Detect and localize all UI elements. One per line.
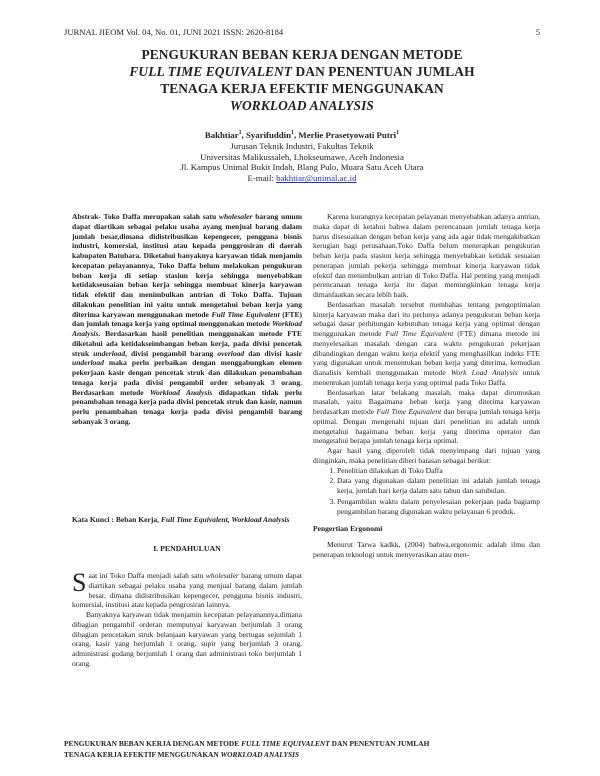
drop-cap: S bbox=[72, 568, 87, 597]
author-block bbox=[60, 130, 544, 184]
running-footer: PENGUKURAN BEBAN KERJA DENGAN METODE FULL TIME EQUIVALENT DAN PENENTUAN JUMLAH TENAGA KERJA EFEKTIF MENGGUNAKAN WORKLOAD ANALYSIS bbox=[64, 739, 430, 759]
keywords: Kata Kunci : Beban Kerja, Full Time Equivalent, Workload Analysis bbox=[72, 515, 290, 524]
list-item: 2. Data yang digunakan dalam penelitian ini adalah jumlah tenaga kerja, jumlah hari kerja dalam satu tahun dan satubulan. bbox=[337, 476, 540, 496]
body-paragraph: Menurut Tarwa kadkk, (2004) bahwa,ergonomic adalah ilmu dan penerapan teknologi untuk menyerasikan atau men- bbox=[313, 540, 540, 559]
title-line-3: TENAGA KERJA EFEKTIF MENGGUNAKAN bbox=[160, 81, 444, 96]
journal-info: JURNAL JIEOM Vol. 04, No. 01, JUNI 2021 ISSN: 2620-8184 bbox=[64, 27, 284, 37]
intro-paragraph: Banyaknya karyawan tidak menjamin kecepatan pelayanannya,dimana dibagian pengambil orderan mempunyai karyawan berjumlah 3 orang dibagian pencetakan struk belanjaan karyawan yang bertugas sejumlah 1 orang, kasir yang berjumlah 1 orang, supir yang berjumlah 3 orang, administrasi gudang berjumlah 1 orang dan administrasi toko berjumlah 1 orang. bbox=[72, 610, 302, 668]
abstract: Abstrak- Toko Daffa merupakan salah satu wholesaler barang umum dapat diartikan sebagai pelaku usaha ayang menjual barang dalam jumlah besar,dimana didistribusikan kepengecer, pengguna bisnis industri, komersial, institusi atau kepada penggrosiran di daerah kabupaten Batubara. Diketahui banyaknya karyawan tidak menjamin kecepatan pelayanannya, Toko Daffa belum melakukan pengukuran beban kerja di setiap stasiun kerja sehingga menyebabkan ketidakseusaian beban kerja sehingga membuat kinerja karyawan tidak efektif dan menimbulkan antrian di Toko Daffa. Tujuan dilakukan penelitian ini yaitu untuk mengetahui beban kerja yang diterima karyawan menggunakan metode Full Time Equivalent (FTE) dan jumlah tenaga kerja yang optimal menggunakan metode Workload Analysis. Berdasarkan hasil penelitian menggunakan metode FTE diketahui ada ketidakseimbangan beban kerja, pada divisi pencetak struk underload, divisi pengambil barang overload dan divisi kasir underload maka perlu perbaikan dengan menggabungkan elemen pekerjaan kasir dengan pencetak struk dan dilakukan penambahan tenaga kerja pada divisi pengambil order sebanyak 3 orang. Berdasarkan metode Workload Analysis didapatkan tidak perlu penambahan tenaga kerja pada divisi pencetak struk dan kasir, namun perlu penambahan tenaga kerja pada divisi pengambil barang sebanyak 3 orang. bbox=[72, 212, 303, 426]
title-line-1: PENGUKURAN BEBAN KERJA DENGAN METODE bbox=[141, 47, 463, 62]
affiliation-univ: Universitas Malikussaleh, Lhokseumawe, Aceh Indonesia bbox=[200, 151, 404, 162]
page-number: 5 bbox=[535, 27, 540, 37]
email-link[interactable]: bakhtiar@unimal.ac.id bbox=[276, 173, 357, 184]
body-paragraph: Berdasarkan latar belakang masalah, maka dapat dirumuskan masalah, yaitu Bagaimana beban kerja yang diterima karyawan berdasarkan metode Full Time Equivalent dan berapa jumlah tenaga kerja optimal. Dengan mengenahi tujuan dari penelitian ini adalah untuk mengetahui bagaimana beban kerja yang diterima operator dan mengetahui berapa jumlah tenaga kerja optimal. bbox=[313, 387, 540, 446]
running-header bbox=[64, 27, 540, 37]
list-item: 3. Pengambilan waktu dalam penyelesaian pekerjaan pada bagiamp pengambilan barang digunakan waktu pelayanan 6 produk. bbox=[337, 497, 540, 517]
right-column bbox=[313, 212, 540, 560]
introduction-body bbox=[72, 568, 302, 669]
author-email: E-mail: bakhtiar@unimal.ac.id bbox=[247, 173, 357, 184]
paper-title bbox=[60, 46, 544, 114]
list-item: 1. Penelitian dilakukan di Toko Daffa bbox=[337, 466, 540, 476]
title-line-4: WORKLOAD ANALYSIS bbox=[230, 98, 374, 113]
affiliation-address: Jl. Kampus Unimal Bukit Indah, Blang Pulo, Muara Satu Aceh Utara bbox=[180, 162, 424, 173]
body-paragraph: Berdasarkan masalah tersebut membahas tentang pengoptimalan kinerja karyawan maka dari itu perlunya adanya pengukuran beban kerja sebagai dasar perhitungan kebutuhan tenaga kerja yang optimal dengan menggunakan metode Full Time Equivalent (FTE) dimana metode ini menyelesaikan masalah dengan cara waktu pengukuran pekerjaan dibandingkan dengan waktu kerja efektif yang menghasilkan indeks FTE yang digunakan untuk menentukan beban kerja yang diterima, kemudian dianalisis kembali menggunakan metode Work Load Analysis untuk menentukan jumlah tenaga kerja yang optimal pada Toko Daffa. bbox=[313, 299, 540, 387]
body-paragraph: Karena kurangnya kecepatan pelayanan menyebabkan adanya antrian, maka dapat di ketahui bahwa dalam perencanaan jumlah tenaga kerja harus disesuaikan dengan beban kerja yang ada agar tidak mengakibatkan kerugian bagi perusahaan.Toko Daffa belum menerapkan pengukuran beban kerja pada stasiun kerja sehingga menyebabkan ketidak sesuaian penerapan jumlah pekerja sehingga membuat kinerja karyawan tidak efektif dan menimbulkan antrian di Toko Daffa. Hal penting yang menjadi perencanaan tenaga kerja itu dapat memungkinkan tenaga kerja dimanfaatkan secara lebih baik. bbox=[313, 212, 540, 299]
body-paragraph: Agar hasil yang diperoleh tidak menyimpang dari tujuan yang diinginkan, maka penelitian diberi batasan sebagai berikut: bbox=[313, 446, 540, 465]
subheading: Pengertian Ergonomi bbox=[313, 524, 383, 534]
affiliation-dept: Jurusan Teknik Industri, Fakultas Teknik bbox=[230, 140, 374, 151]
section-heading: I. PENDAHULUAN bbox=[153, 544, 221, 553]
author-names: Bakhtiar$^1$, Syarifuddin$^1$, Merlie Prasetyowati Putri$^1$ bbox=[204, 130, 400, 140]
intro-paragraph: Saat ini Toko Daffa menjadi salah satu wholesaler barang umum dapat diartikan sebagai pelaku usaha yang menjual barang dalam jumlah besar, dimana didistribusikan kepengecer, pengguna bisnis industri, komersial, institusi atau kepada pengrosiran lainnya. bbox=[72, 568, 302, 610]
title-line-2: FULL TIME EQUIVALENT DAN PENENTUAN JUMLAH bbox=[129, 64, 475, 79]
scope-list bbox=[313, 466, 540, 517]
